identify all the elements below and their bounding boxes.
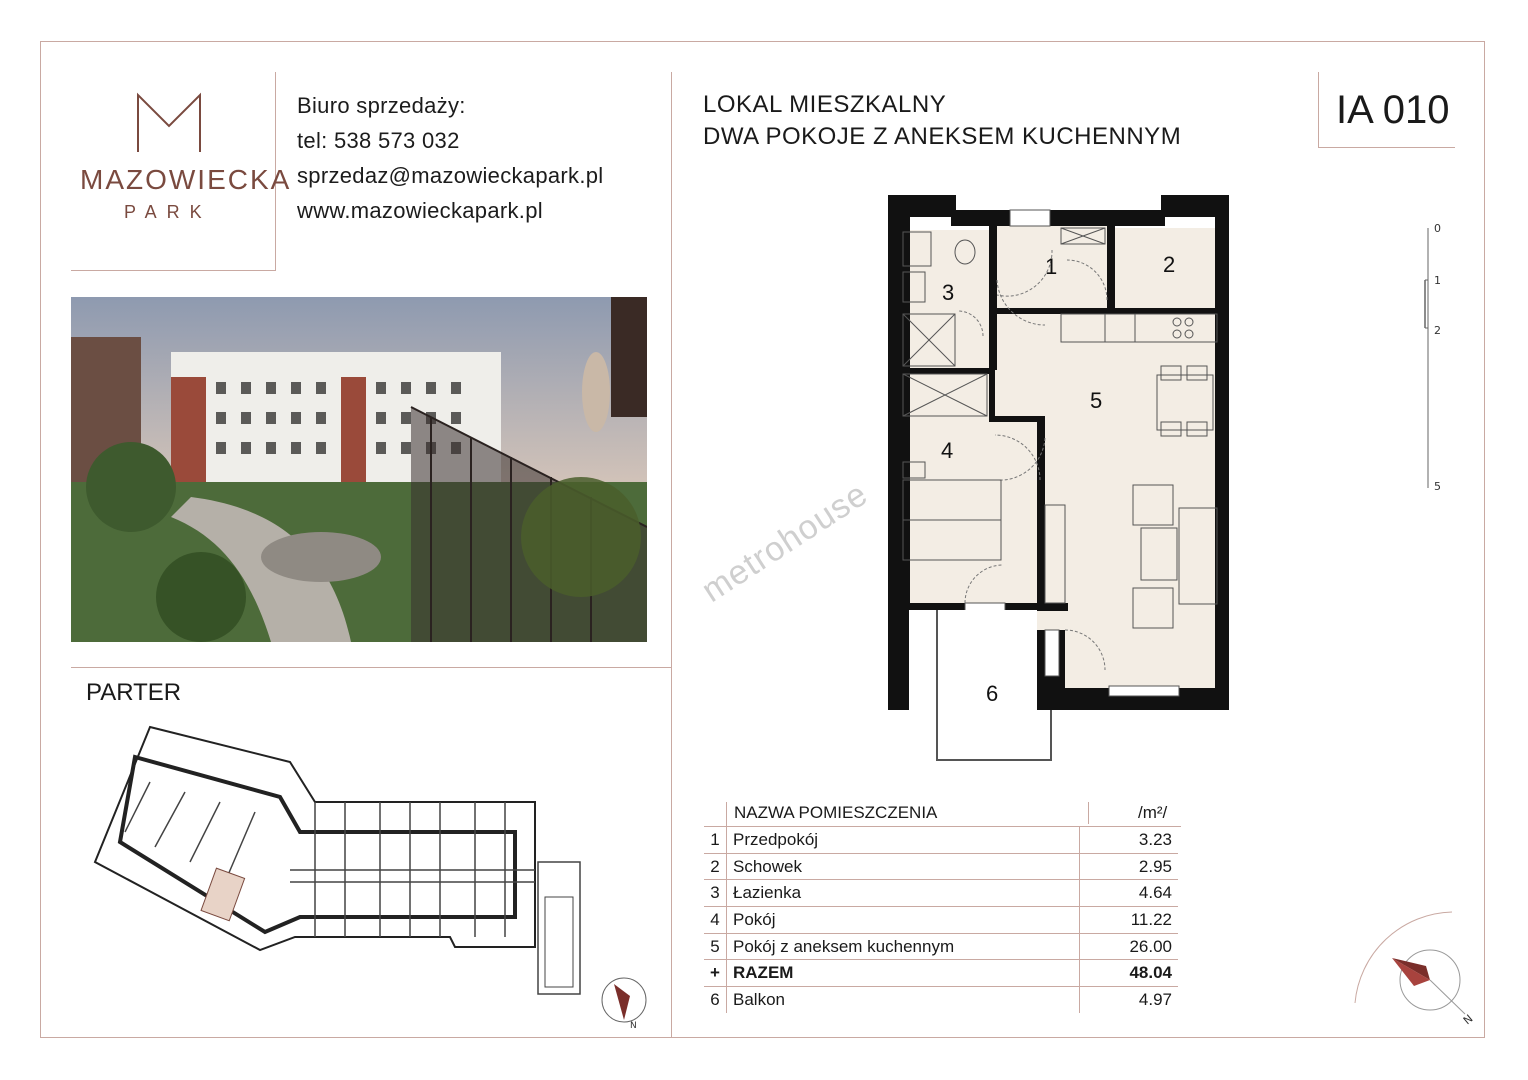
parter-divider [71, 667, 671, 668]
column-divider [671, 72, 672, 1038]
table-header-unit: /m²/ [1138, 803, 1168, 822]
room-label-3: 3 [942, 280, 955, 305]
table-row [704, 827, 1178, 853]
contact-website: www.mazowieckapark.pl [297, 198, 543, 223]
table-header-divider [1088, 802, 1089, 824]
scale-tick-0: 0 [1434, 222, 1441, 235]
table-row [704, 880, 1178, 907]
row-num: 6 [704, 987, 727, 1013]
brand-logo-icon [135, 92, 203, 154]
row-num: 4 [704, 907, 727, 934]
table-header-name: NAZWA POMIESZCZENIA [734, 803, 938, 822]
watermark: metrohouse [695, 474, 875, 610]
row-name: Balkon [727, 987, 1080, 1013]
row-area: 2.95 [1080, 853, 1179, 880]
row-name: RAZEM [727, 960, 1080, 987]
contact-heading: Biuro sprzedaży: [297, 93, 466, 118]
code-underline [1318, 147, 1455, 148]
unit-code: IA 010 [1336, 88, 1450, 132]
row-area: 48.04 [1080, 960, 1179, 987]
rooms-table [704, 827, 1178, 1013]
scale-tick-5: 5 [1434, 480, 1441, 493]
row-num: 2 [704, 853, 727, 880]
table-row [704, 907, 1178, 934]
code-divider [1318, 72, 1319, 148]
row-area: 11.22 [1080, 907, 1179, 934]
floor-label: PARTER [86, 679, 182, 706]
compass-large-icon [1350, 908, 1480, 1028]
compass-small-icon [600, 976, 650, 1031]
unit-type-line2: DWA POKOJE Z ANEKSEM KUCHENNYM [703, 123, 1182, 150]
unit-title [703, 89, 1181, 153]
table-row [704, 987, 1178, 1013]
room-label-2: 2 [1163, 252, 1176, 277]
site-floor-plan [90, 722, 590, 1002]
brand-sub: PARK [124, 202, 212, 222]
row-num: + [704, 960, 727, 987]
row-num: 5 [704, 933, 727, 960]
row-name: Pokój z aneksem kuchennym [727, 933, 1080, 960]
brand-name: MAZOWIECKA [80, 164, 292, 195]
room-label-5: 5 [1090, 388, 1103, 413]
row-area: 4.64 [1080, 880, 1179, 907]
compass-large-label: N [1460, 1012, 1476, 1028]
scale-tick-1: 1 [1434, 274, 1441, 287]
unit-highlight [201, 868, 245, 921]
compass-small-label: N [630, 1021, 637, 1031]
building-rendering [71, 297, 647, 642]
logo-underline [71, 270, 276, 271]
row-name: Pokój [727, 907, 1080, 934]
contact-email: sprzedaz@mazowieckapark.pl [297, 163, 604, 188]
unit-type-line1: LOKAL MIESZKALNY [703, 91, 947, 118]
table-row [704, 933, 1178, 960]
row-name: Łazienka [727, 880, 1080, 907]
contact-block [297, 88, 603, 228]
scale-bar-icon [1420, 218, 1460, 493]
table-row [704, 960, 1178, 987]
scale-tick-2: 2 [1434, 324, 1441, 337]
row-num: 1 [704, 827, 727, 853]
row-name: Przedpokój [727, 827, 1080, 853]
room-label-4: 4 [941, 438, 954, 463]
apartment-floor-plan [885, 190, 1235, 770]
row-num: 3 [704, 880, 727, 907]
room-label-1: 1 [1045, 254, 1058, 279]
row-name: Schowek [727, 853, 1080, 880]
contact-phone: tel: 538 573 032 [297, 128, 460, 153]
table-num-divider [726, 802, 727, 826]
table-row [704, 853, 1178, 880]
room-label-6: 6 [986, 681, 999, 706]
row-area: 4.97 [1138, 989, 1172, 1009]
row-area: 3.23 [1080, 827, 1179, 853]
row-area: 26.00 [1080, 933, 1179, 960]
